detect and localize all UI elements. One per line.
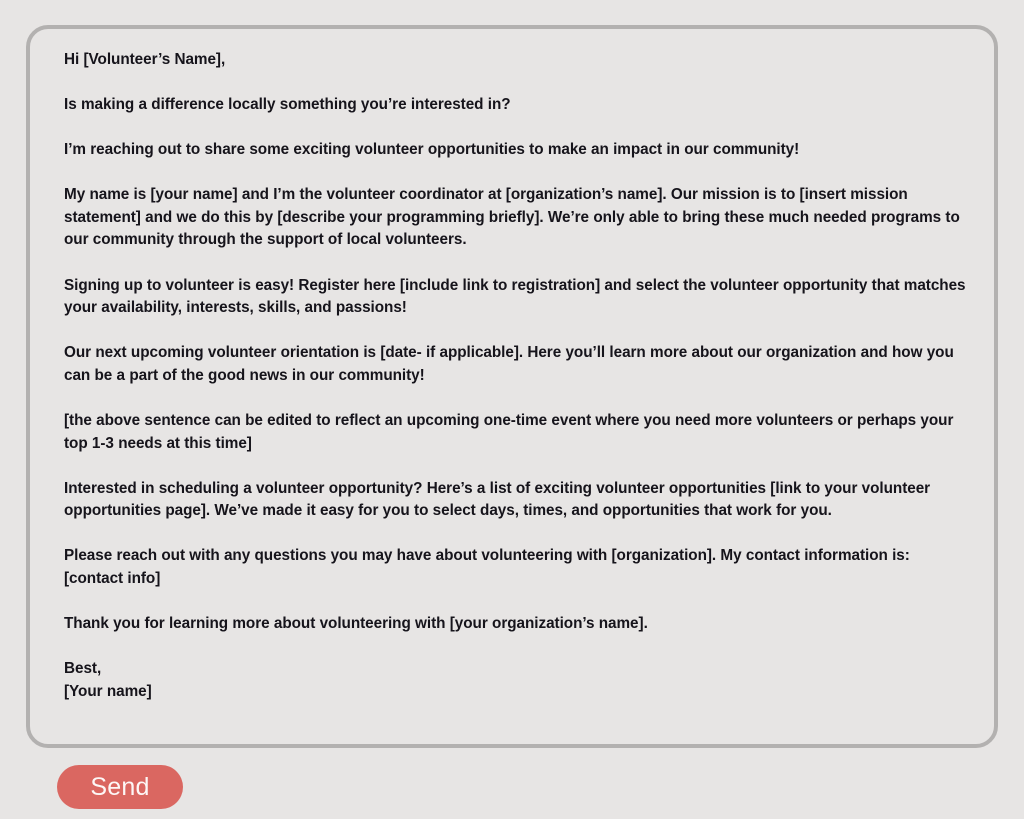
email-composer-panel — [26, 25, 998, 748]
email-paragraph-contact: Please reach out with any questions you may have about volunteering with [organization]. My contact information is: [contact info] — [64, 547, 910, 587]
email-paragraph-opportunities-list: Interested in scheduling a volunteer opportunity? Here’s a list of exciting volunteer opportunities [link to your volunteer opportunities page]. We’ve made it easy for you to select days, times, and opportunities that work for you. — [64, 479, 931, 520]
email-paragraph-signup-instructions: Signing up to volunteer is easy! Register here [include link to registration] and select the volunteer opportunity that matches your availability, interests, skills, and passions! — [64, 276, 966, 317]
email-paragraph-hook: Is making a difference locally something you’re interested in? — [64, 96, 511, 114]
email-paragraph-orientation: Our next upcoming volunteer orientation is [date- if applicable]. Here you’ll learn more about our organization and how you can be a part of the good news in our community! — [64, 344, 954, 384]
email-paragraph-greeting: Hi [Volunteer’s Name], — [64, 51, 226, 68]
email-signoff-name: [Your name] — [64, 682, 152, 700]
email-paragraph-intro: I’m reaching out to share some exciting volunteer opportunities to make an impact in our community! — [64, 141, 800, 159]
email-paragraph-editor-note: [the above sentence can be edited to reflect an upcoming one-time event where you need more volunteers or perhaps your top 1-3 needs at this time] — [64, 411, 954, 452]
email-paragraph-thank-you: Thank you for learning more about volunteering with [your organization’s name]. — [64, 615, 648, 632]
email-paragraph-about-organization: My name is [your name] and I’m the volunteer coordinator at [organization’s name]. Our mission is to [insert mission statement] and we do this by [describe your programming briefly]. We’re only able to bring these much needed programs to our community through the support of local volunteers. — [64, 186, 960, 249]
send-button[interactable]: Send — [57, 765, 183, 809]
send-button-row — [57, 765, 183, 809]
email-message-body[interactable] — [64, 49, 968, 729]
email-signoff-closing: Best, — [64, 660, 102, 678]
